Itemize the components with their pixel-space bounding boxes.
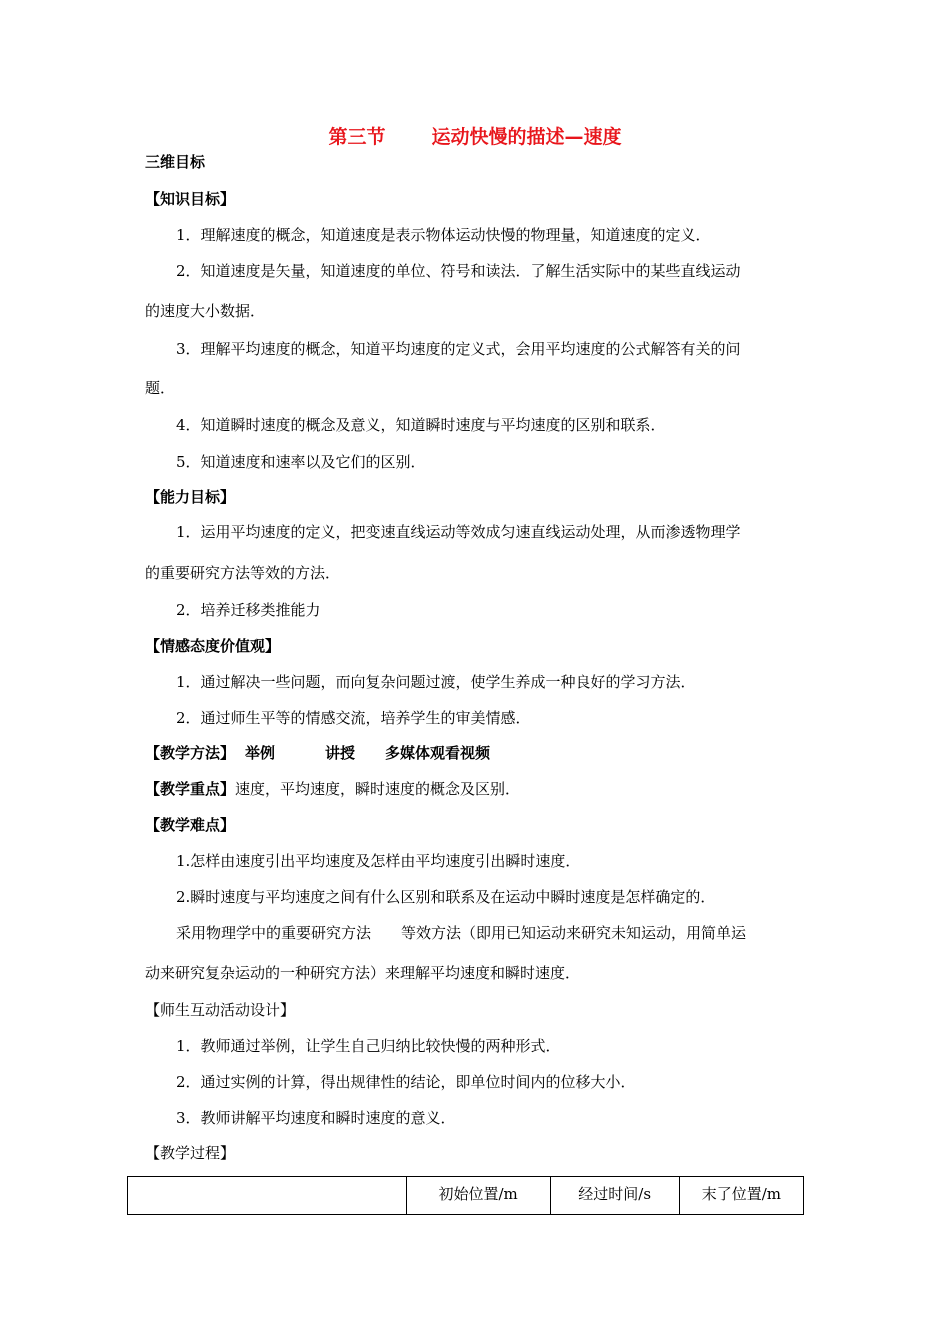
ability-heading: 【能力目标】: [145, 488, 236, 506]
difficulty-item: 2.瞬时速度与平均速度之间有什么区别和联系及在运动中瞬时速度是怎样确定的．: [176, 888, 716, 906]
table-row: [128, 1177, 804, 1215]
difficulty-para-c: 动来研究复杂运动的一种研究方法）来理解平均速度和瞬时速度．: [145, 964, 581, 982]
ability-item: 2．培养迁移类推能力: [176, 601, 321, 619]
method-example: 举例: [245, 744, 276, 762]
ability-item: 1．运用平均速度的定义，把变速直线运动等效成匀速直线运动处理，从而渗透物理学: [176, 523, 741, 541]
method-lecture: 讲授: [325, 744, 356, 762]
method-media: 多媒体观看视频: [385, 744, 491, 762]
emotion-item: 1．通过解决一些问题，而向复杂问题过渡，使学生养成一种良好的学习方法．: [176, 673, 696, 691]
knowledge-item: 题．: [145, 379, 176, 397]
process-heading: 【教学过程】: [145, 1144, 236, 1162]
title-topic: 运动快慢的描述—速度: [431, 126, 622, 148]
emotion-item: 2．通过师生平等的情感交流，培养学生的审美情感．: [176, 709, 531, 727]
page-title: [0, 124, 950, 150]
knowledge-item: 4．知道瞬时速度的概念及意义，知道瞬时速度与平均速度的区别和联系．: [176, 416, 666, 434]
difficulty-item: 1.怎样由速度引出平均速度及怎样由平均速度引出瞬时速度．: [176, 852, 581, 870]
key-point-text: 速度，平均速度，瞬时速度的概念及区别．: [235, 780, 521, 798]
method-heading: 【教学方法】: [145, 744, 236, 762]
table-header-cell: [128, 1177, 407, 1215]
difficulty-para-a: 采用物理学中的重要研究方法: [176, 924, 372, 942]
three-dim-goals-heading: 三维目标: [145, 153, 206, 171]
interaction-item: 2．通过实例的计算，得出规律性的结论，即单位时间内的位移大小．: [176, 1073, 636, 1091]
key-point-heading: 【教学重点】: [145, 780, 236, 798]
table-header-cell: 经过时间/s: [550, 1177, 679, 1215]
table-header-cell: 末了位置/m: [679, 1177, 803, 1215]
difficulty-para-b: 等效方法（即用已知运动来研究未知运动，用简单运: [401, 924, 747, 942]
title-section: 第三节: [328, 126, 386, 148]
emotion-heading: 【情感态度价值观】: [145, 637, 281, 655]
knowledge-item: 的速度大小数据．: [145, 302, 266, 320]
method-line: [145, 743, 490, 763]
difficulty-para: [176, 923, 746, 943]
interaction-item: 1．教师通过举例，让学生自己归纳比较快慢的两种形式．: [176, 1037, 561, 1055]
difficulty-heading: 【教学难点】: [145, 816, 236, 834]
table-header-cell: 初始位置/m: [406, 1177, 550, 1215]
knowledge-heading: 【知识目标】: [145, 190, 236, 208]
key-point-line: [145, 779, 520, 799]
knowledge-item: 2．知道速度是矢量，知道速度的单位、符号和读法．了解生活实际中的某些直线运动: [176, 262, 741, 280]
interaction-item: 3．教师讲解平均速度和瞬时速度的意义．: [176, 1109, 456, 1127]
knowledge-item: 5．知道速度和速率以及它们的区别．: [176, 453, 426, 471]
ability-item: 的重要研究方法等效的方法．: [145, 564, 341, 582]
interaction-heading: 【师生互动活动设计】: [145, 1001, 296, 1019]
knowledge-item: 3．理解平均速度的概念，知道平均速度的定义式，会用平均速度的公式解答有关的问: [176, 340, 741, 358]
knowledge-item: 1．理解速度的概念，知道速度是表示物体运动快慢的物理量，知道速度的定义．: [176, 226, 711, 244]
process-table: [127, 1176, 804, 1215]
